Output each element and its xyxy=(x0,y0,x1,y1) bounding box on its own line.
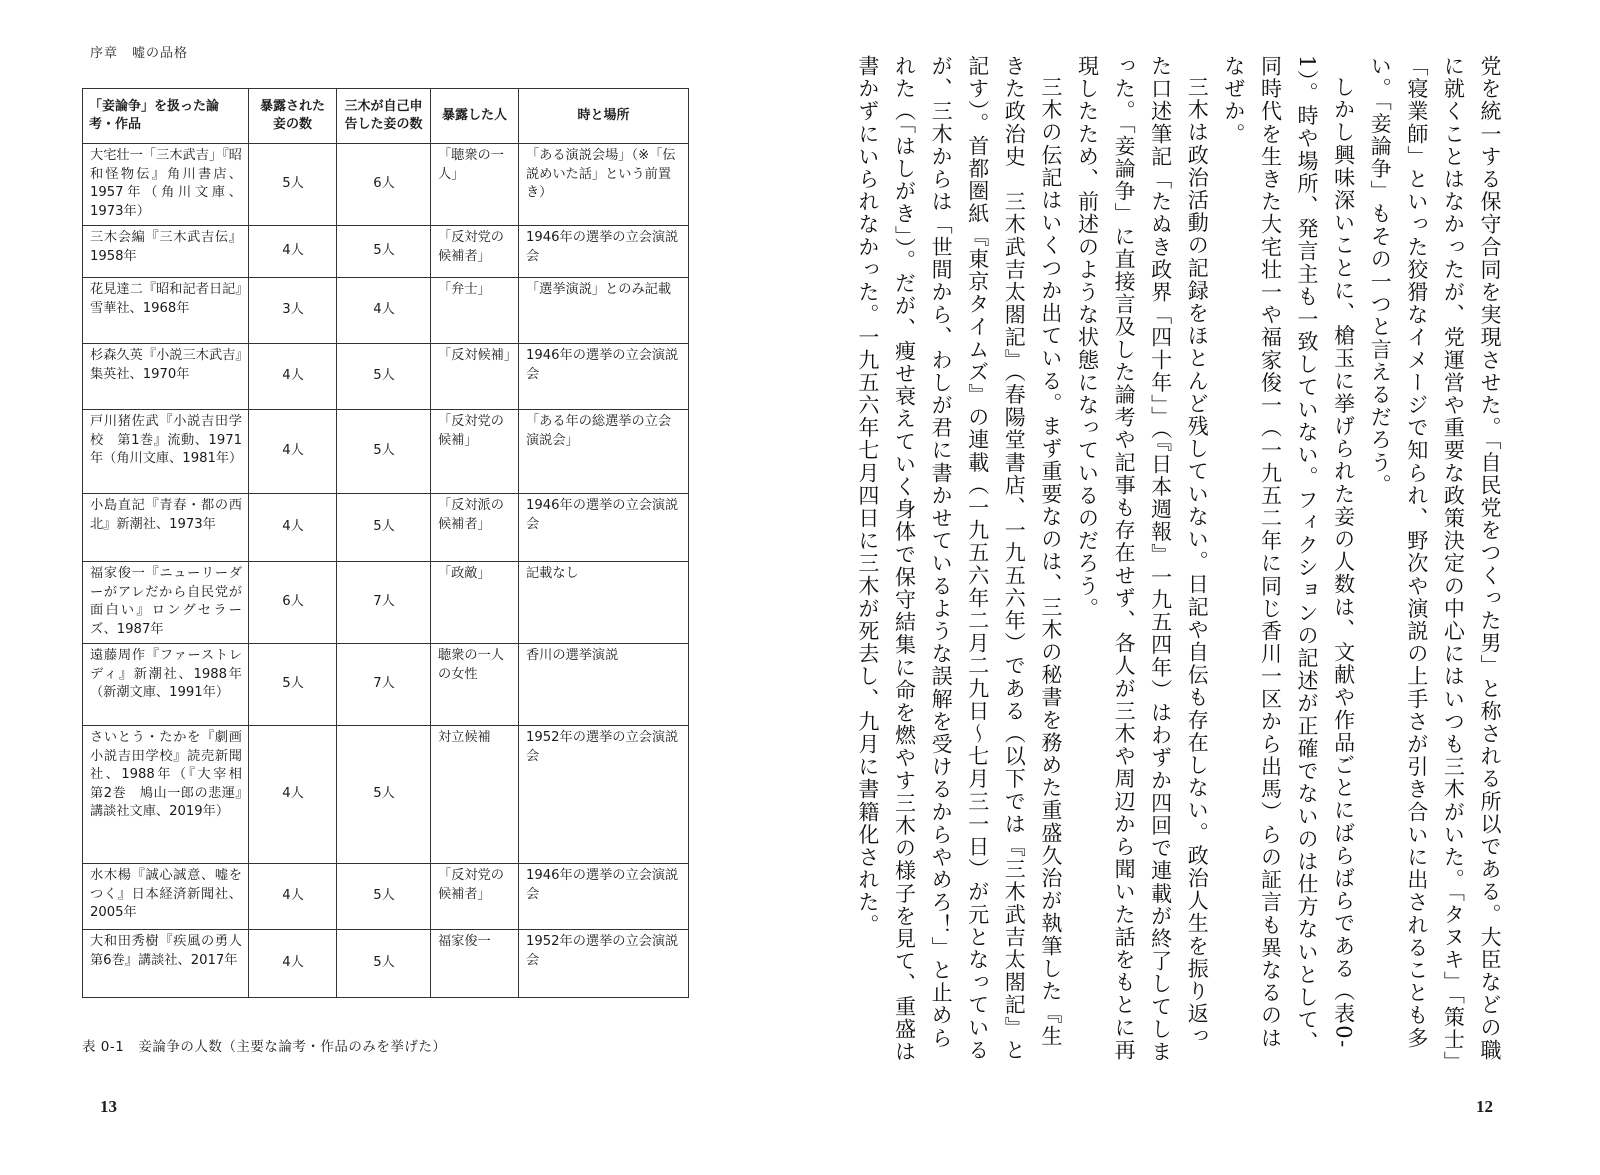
cell-work: 遠藤周作『ファーストレディ』新潮社、1988年（新潮文庫、1991年） xyxy=(83,644,249,726)
cell-self-reported-count: 7人 xyxy=(337,562,431,644)
cell-self-reported-count: 6人 xyxy=(337,144,431,226)
cell-self-reported-count: 5人 xyxy=(337,864,431,930)
table-row xyxy=(83,930,689,998)
cell-exposed-count: 6人 xyxy=(249,562,337,644)
body-paragraph: 三木は政治活動の記録をほとんど残していない。日記や自伝も存在しない。政治人生を振り返った口述筆記「たぬき政界「四十年」」（『日本週報』一九五四年）はわずか四回で連載が終了してしまった。「妾論争」に直接言及した論考や記事も存在せず、各人が三木や周辺から聞いた話をもとに再現したため、前述のような状態になっているのだろう。 xyxy=(1075,55,1210,1064)
table-row xyxy=(83,344,689,410)
cell-work: 花見達二『昭和記者日記』雪華社、1968年 xyxy=(83,278,249,344)
header-work: 「妾論争」を扱った論考・作品 xyxy=(83,89,249,144)
table-row xyxy=(83,144,689,226)
cell-self-reported-count: 5人 xyxy=(337,726,431,864)
cell-self-reported-count: 7人 xyxy=(337,644,431,726)
cell-time-place: 「ある年の総選挙の立会演説会」 xyxy=(519,410,689,494)
table-row xyxy=(83,278,689,344)
header-exposed-count: 暴露された妾の数 xyxy=(249,89,337,144)
cell-exposer: 聴衆の一人の女性 xyxy=(431,644,519,726)
body-paragraph: 党を統一する保守合同を実現させた。「自民党をつくった男」と称される所以である。大臣などの職に就くことはなかったが、党運営や重要な政策決定の中心にはいつも三木がいた。「タヌキ」「策士」「寝業師」といった狡猾なイメージで知られ、野次や演説の上手さが引き合いに出されることも多い。「妾論争」もその一つと言えるだろう。 xyxy=(1368,55,1502,1064)
cell-self-reported-count: 5人 xyxy=(337,410,431,494)
cell-time-place: 1946年の選挙の立会演説会 xyxy=(519,344,689,410)
cell-exposer: 福家俊一 xyxy=(431,930,519,998)
body-text-vertical xyxy=(849,55,1508,1070)
cell-exposer: 「反対党の候補」 xyxy=(431,410,519,494)
cell-self-reported-count: 4人 xyxy=(337,278,431,344)
page-number-right: 12 xyxy=(1476,1097,1493,1116)
header-exposer: 暴露した人 xyxy=(431,89,519,144)
cell-exposed-count: 4人 xyxy=(249,344,337,410)
cell-exposer: 「弁士」 xyxy=(431,278,519,344)
cell-work: 福家俊一『ニューリーダーがアレだから自民党が面白い』ロングセラーズ、1987年 xyxy=(83,562,249,644)
cell-work: 小島直記『青春・都の西北』新潮社、1973年 xyxy=(83,494,249,562)
body-paragraph: 三木の伝記はいくつか出ている。まず重要なのは、三木の秘書を務めた重盛久治が執筆した『生きた政治史 三木武吉太閤記』（春陽堂書店、一九五六年）である（以下では『三木武吉太閤記』と記す）。首都圏紙『東京タイムズ』の連載（一九五六年二月二九日〜七月三一日）が元となっているが、三木からは「世間から、わしが君に書かせているような誤解を受けるからやめろ！」と止められた（「はしがき」）。だが、痩せ衰えていく身体で保守結集に命を燃やす三木の様子を見て、重盛は書かずにいられなかった。一九五六年七月四日に三木が死去し、九月に書籍化された。 xyxy=(855,55,1063,1064)
cell-work: 三木会編『三木武吉伝』1958年 xyxy=(83,226,249,278)
table-row xyxy=(83,494,689,562)
cell-self-reported-count: 5人 xyxy=(337,344,431,410)
cell-exposed-count: 4人 xyxy=(249,410,337,494)
cell-exposer: 対立候補 xyxy=(431,726,519,864)
header-time-place: 時と場所 xyxy=(519,89,689,144)
cell-work: 杉森久英『小説三木武吉』集英社、1970年 xyxy=(83,344,249,410)
cell-exposer: 「反対党の候補者」 xyxy=(431,864,519,930)
cell-work: 大和田秀樹『疾風の勇人 第6巻』講談社、2017年 xyxy=(83,930,249,998)
cell-exposer: 「反対候補」 xyxy=(431,344,519,410)
cell-exposed-count: 4人 xyxy=(249,726,337,864)
table-caption: 表 0-1 妾論争の人数（主要な論考・作品のみを挙げた） xyxy=(82,1039,447,1055)
cell-exposed-count: 4人 xyxy=(249,226,337,278)
table-header-row xyxy=(83,89,689,144)
cell-exposed-count: 5人 xyxy=(249,144,337,226)
cell-time-place: 「選挙演説」とのみ記載 xyxy=(519,278,689,344)
cell-exposed-count: 5人 xyxy=(249,644,337,726)
cell-time-place: 1952年の選挙の立会演説会 xyxy=(519,930,689,998)
page-number-left: 13 xyxy=(100,1097,117,1116)
cell-work: さいとう・たかを『劇画 小説吉田学校』読売新聞社、1988年（『大宰相 第2巻 鳩山一郎の悲運』講談社文庫、2019年） xyxy=(83,726,249,864)
table-row xyxy=(83,864,689,930)
cell-exposer: 「聴衆の一人」 xyxy=(431,144,519,226)
cell-time-place: 1946年の選挙の立会演説会 xyxy=(519,226,689,278)
table-row xyxy=(83,644,689,726)
cell-work: 戸川猪佐武『小説吉田学校 第1巻』流動、1971年（角川文庫、1981年） xyxy=(83,410,249,494)
cell-exposed-count: 4人 xyxy=(249,930,337,998)
cell-time-place: 記載なし xyxy=(519,562,689,644)
cell-exposer: 「反対派の候補者」 xyxy=(431,494,519,562)
table-row xyxy=(83,226,689,278)
cell-exposer: 「反対党の候補者」 xyxy=(431,226,519,278)
cell-self-reported-count: 5人 xyxy=(337,226,431,278)
cell-self-reported-count: 5人 xyxy=(337,930,431,998)
cell-time-place: 1946年の選挙の立会演説会 xyxy=(519,864,689,930)
concubine-count-table xyxy=(82,88,689,998)
table-row xyxy=(83,726,689,864)
header-self-reported-count: 三木が自己申告した妾の数 xyxy=(337,89,431,144)
cell-exposer: 「政敵」 xyxy=(431,562,519,644)
cell-exposed-count: 3人 xyxy=(249,278,337,344)
cell-work: 大宅壮一「三木武吉」『昭和怪物伝』角川書店、1957年（角川文庫、1973年） xyxy=(83,144,249,226)
cell-time-place: 「ある演説会場」（※「伝説めいた話」という前置き） xyxy=(519,144,689,226)
table-row xyxy=(83,562,689,644)
cell-work: 水木楊『誠心誠意、嘘をつく』日本経済新聞社、2005年 xyxy=(83,864,249,930)
table-row xyxy=(83,410,689,494)
cell-time-place: 香川の選挙演説 xyxy=(519,644,689,726)
body-paragraph: しかし興味深いことに、槍玉に挙げられた妾の人数は、文献や作品ごとにばらばらである（表0-1）。時や場所、発言主も一致していない。フィクションの記述が正確でないのは仕方ないとして、同時代を生きた大宅壮一や福家俊一（一九五二年に同じ香川一区から出馬）らの証言も異なるのはなぜか。 xyxy=(1221,55,1356,1054)
cell-exposed-count: 4人 xyxy=(249,494,337,562)
cell-time-place: 1952年の選挙の立会演説会 xyxy=(519,726,689,864)
cell-exposed-count: 4人 xyxy=(249,864,337,930)
cell-time-place: 1946年の選挙の立会演説会 xyxy=(519,494,689,562)
running-head: 序章 嘘の品格 xyxy=(90,46,189,61)
cell-self-reported-count: 5人 xyxy=(337,494,431,562)
